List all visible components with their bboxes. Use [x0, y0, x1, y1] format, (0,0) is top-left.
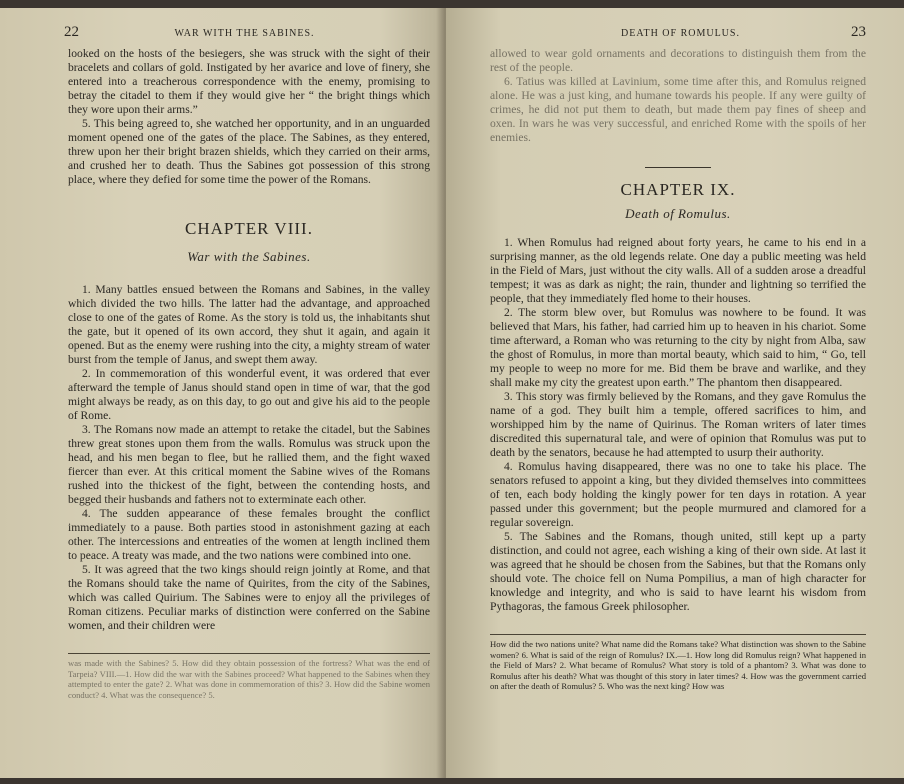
left-questions-rule	[68, 653, 430, 654]
right-questions: How did the two nations unite? What name did the Romans take? What distinction was shown to the Sabine women? 6. What is said of the reign of Romulus? IX.—1. How long did Romulus reign? What happened in the Field of Mars? 2. What became of Romulus? What story is told of a phantom? 3. What was done to Romulus after his death? What was thought of this story in later times? 4. How was the government carried on after the death of Romulus? 5. Who was the next king? How was	[490, 639, 866, 691]
chapter-viii-subtitle: War with the Sabines.	[187, 249, 311, 264]
left-paragraph-continued: looked on the hosts of the besiegers, she was struck with the sight of their bracelets and collars of gold. Instigated by her avarice and love of finery, she entered into a treacherous correspondence with the enemy, promising to betray the citadel to them if they would give her “ the bright things which they wore upon their arms.”	[68, 47, 430, 116]
chapter-ix-paragraph-1: 1. When Romulus had reigned about forty years, he came to his end in a surprising manner, as the old legends relate. One day a public meeting was held in the Field of Mars, just without the city walls. All of a sudden arose a dreadful tempest; it was as dark as night; the rain, thunder and lightning so terrified the people, that they immediately fled home to their houses.	[490, 236, 866, 305]
right-page-number: 23	[850, 24, 866, 40]
chapter-ix-paragraph-3: 3. This story was firmly believed by the Romans, and they gave Romulus the name of a god. They built him a temple, offered sacrifices to him, and worshipped him by the name of Quirinus. The Roman writers of later times discredited this supernatural tale, and were of opinion that Romulus was put to death by the senators, because he had attempted to usurp their authority.	[490, 390, 866, 459]
right-running-title: DEATH OF ROMULUS.	[621, 28, 740, 39]
chapter-ix-paragraph-4: 4. Romulus having disappeared, there was no one to take his place. The senators refused to appoint a king, but they divided themselves into committees of ten, each body holding the kingly power for ten days in rotation. A year passed under this government; but the people murmured and clamored for a regular sovereign.	[490, 460, 866, 529]
right-paragraph-continued: allowed to wear gold ornaments and decorations to distinguish them from the rest of the people.	[490, 47, 866, 74]
right-running-head	[490, 24, 866, 41]
chapter-ix-paragraph-5: 5. The Sabines and the Romans, though united, still kept up a party distinction, and could not agree, each wishing a king of their own side. At last it was agreed that he should be chosen from the Sabines, but that the Romans only should vote. The choice fell on Numa Pompilius, a man of high character for knowledge and integrity, and who is said to have learnt his wisdom from Pythagoras, the famous Greek philosopher.	[490, 530, 866, 613]
chapter-ix-title: CHAPTER IX.	[620, 180, 736, 199]
right-page	[446, 8, 904, 778]
left-questions: was made with the Sabines? 5. How did they obtain possession of the fortress? What was the end of Tarpeia? VIII.—1. How did the war with the Sabines proceed? What happened to the Sabines when they attempted to enter the gate? 2. What was done in commemoration of this? 3. How did the Sabine women conduct? 4. What was the consequence? 5.	[68, 658, 430, 700]
chapter-viii-paragraph-3: 3. The Romans now made an attempt to retake the citadel, but the Sabines threw great stones upon them from the walls. Romulus was struck upon the head, and his men began to flee, but he rallied them, and the fight waxed fiercer than ever. At this critical moment the Sabine wives of the Romans rushed into the thickest of the fight, between the contending hosts, and begged their husbands and fathers not to exterminate each other.	[68, 423, 430, 506]
left-running-head	[64, 24, 430, 41]
left-page	[0, 8, 446, 778]
chapter-viii-paragraph-2: 2. In commemoration of this wonderful event, it was ordered that ever afterward the temple of Janus should stand open in time of war, that the god might always be ready, as on this day, to go out and give his aid to the people of Rome.	[68, 367, 430, 422]
chapter-viii-paragraph-5: 5. It was agreed that the two kings should reign jointly at Rome, and that the Romans should take the name of Quirites, from the city of the Sabines, which was called Quirium. The Sabines were to enjoy all the privileges of Roman citizens. Peculiar marks of distinction were conferred on the Sabine women, and their children were	[68, 563, 430, 632]
left-page-number: 22	[64, 24, 79, 40]
chapter-viii-paragraph-4: 4. The sudden appearance of these females brought the conflict immediately to a pause. Both parties stood in astonishment gazing at each other. The intercessions and entreaties of the women at length inclined them to peace. A treaty was made, and the two nations were combined into one.	[68, 507, 430, 562]
left-running-title: WAR WITH THE SABINES.	[174, 28, 315, 39]
right-top-block	[490, 47, 866, 145]
chapter-viii-paragraph-1: 1. Many battles ensued between the Romans and Sabines, in the valley which divided the two hills. The latter had the advantage, and approached close to one of the gates of Rome. As the story is told us, the inhabitants shut the gate, but it opened of its own accord, they shut it again, and again it opened. But as the enemy were rushing into the city, a mighty stream of water burst from the temple of Janus, and swept them away.	[68, 283, 430, 366]
chapter-ix-paragraph-2: 2. The storm blew over, but Romulus was nowhere to be found. It was believed that Mars, his father, had carried him up to heaven in his chariot. Some time afterward, a Roman who was returning to the city by night from Alba, saw the ghost of Romulus, in more than mortal beauty, which said to him, “ Go, tell my people to weep no more for me. Bid them be brave and warlike, and they shall make my city the greatest upon earth.” The phantom then disappeared.	[490, 306, 866, 389]
chapter-ix-rule	[645, 167, 711, 168]
right-questions-rule	[490, 634, 866, 635]
chapter-viii-title: CHAPTER VIII.	[185, 219, 313, 238]
right-paragraph-6: 6. Tatius was killed at Lavinium, some time after this, and Romulus reigned alone. He was a just king, and humane towards his people. If any were guilty of crimes, he did not put them to death, but made them pay fines of sheep and oxen. In wars he was very successful, and enriched Rome with the spoils of her enemies.	[490, 75, 866, 144]
chapter-ix-subtitle: Death of Romulus.	[625, 206, 731, 221]
left-paragraph-5: 5. This being agreed to, she watched her opportunity, and in an unguarded moment opened one of the gates of the place. The Sabines, as they entered, threw upon her their bright brazen shields, which they carried on their arms, and crushed her to death. Thus the Sabines got possession of this strong place, where they defied for some time the power of the Romans.	[68, 117, 430, 186]
